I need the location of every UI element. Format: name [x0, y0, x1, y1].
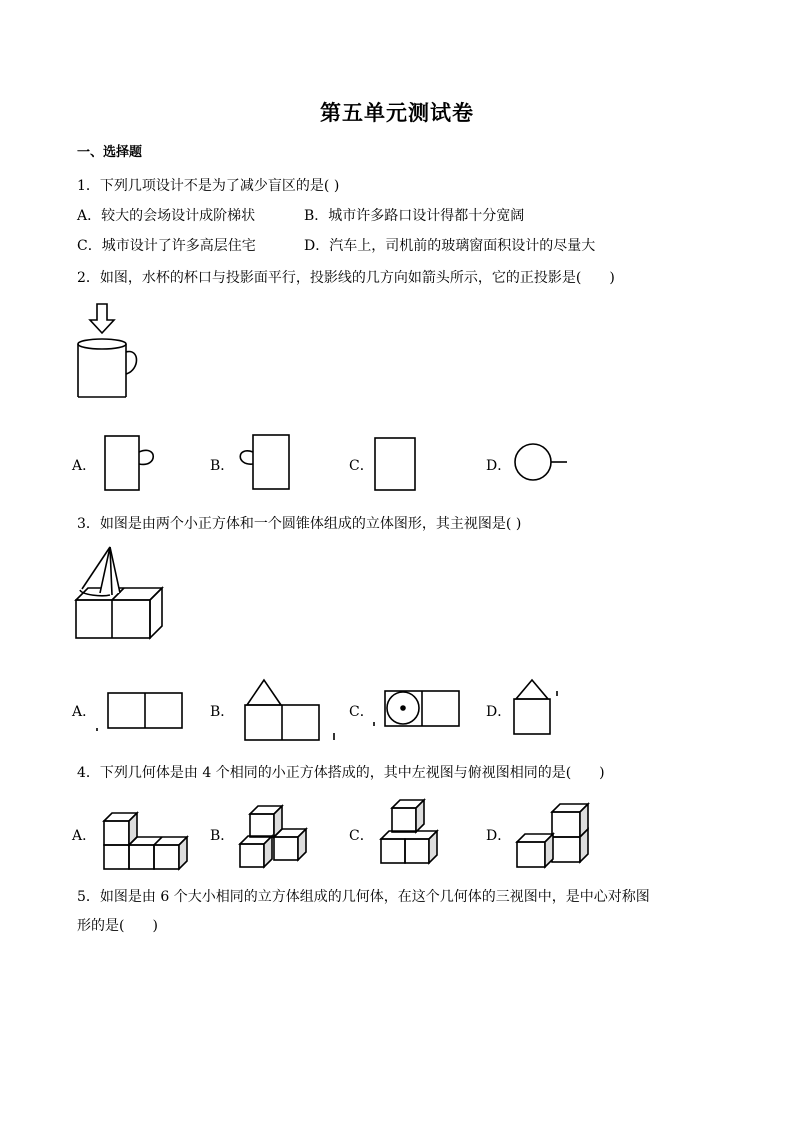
q3-option-a[interactable]: A．	[72, 704, 97, 720]
q4-stem: 4．下列几何体是由 4 个相同的小正方体搭成的，其中左视图与俯视图相同的是( )	[77, 765, 605, 781]
q2-option-b[interactable]: B．	[210, 458, 235, 474]
cone-cubes-figure	[72, 543, 167, 643]
q5-stem-line1: 5．如图是由 6 个大小相同的立方体组成的几何体，在这个几何体的三视图中，是中心对称图	[77, 889, 650, 905]
q3-option-b[interactable]: B．	[210, 704, 235, 720]
q1-option-c[interactable]: C．城市设计了许多高层住宅	[77, 238, 256, 254]
q5-stem-line2: 形的是( )	[77, 918, 158, 934]
q2-a-figure	[100, 432, 160, 494]
q2-option-a[interactable]: A．	[72, 458, 97, 474]
q3-b-figure	[240, 677, 340, 743]
q4-a-figure	[100, 806, 200, 871]
q4-b-figure	[236, 800, 316, 870]
q1-option-b[interactable]: B．城市许多路口设计得都十分宽阔	[304, 208, 525, 224]
q4-option-d[interactable]: D．	[486, 828, 512, 844]
q2-b-figure	[236, 432, 296, 494]
q3-stem: 3．如图是由两个小正方体和一个圆锥体组成的立体图形，其主视图是( )	[77, 516, 522, 532]
q2-stem: 2．如图，水杯的杯口与投影面平行，投影线的几方向如箭头所示，它的正投影是( )	[77, 270, 615, 286]
q4-option-c[interactable]: C．	[349, 828, 374, 844]
q3-option-c[interactable]: C．	[349, 704, 374, 720]
q2-option-d[interactable]: D．	[486, 458, 512, 474]
q4-d-figure	[512, 798, 596, 870]
cup-figure	[70, 300, 150, 405]
q3-option-d[interactable]: D．	[486, 704, 512, 720]
cup-handle	[126, 352, 137, 374]
q4-option-a[interactable]: A．	[72, 828, 97, 844]
page-title: 第五单元测试卷	[320, 100, 474, 125]
q1-stem: 1．下列几项设计不是为了减少盲区的是( )	[77, 178, 340, 194]
projection-arrow	[90, 304, 114, 333]
q2-d-figure	[510, 440, 570, 486]
q4-c-figure	[376, 796, 456, 868]
q2-c-figure	[370, 436, 420, 492]
q3-a-figure	[95, 690, 190, 735]
q1-option-d[interactable]: D．汽车上，司机前的玻璃窗面积设计的尽量大	[304, 238, 596, 254]
q2-option-c[interactable]: C．	[349, 458, 374, 474]
q1-option-a[interactable]: A．较大的会场设计成阶梯状	[77, 208, 256, 224]
q3-c-figure	[372, 688, 464, 730]
section-heading: 一、选择题	[77, 145, 143, 160]
q4-option-b[interactable]: B．	[210, 828, 235, 844]
q3-d-figure	[510, 676, 560, 738]
